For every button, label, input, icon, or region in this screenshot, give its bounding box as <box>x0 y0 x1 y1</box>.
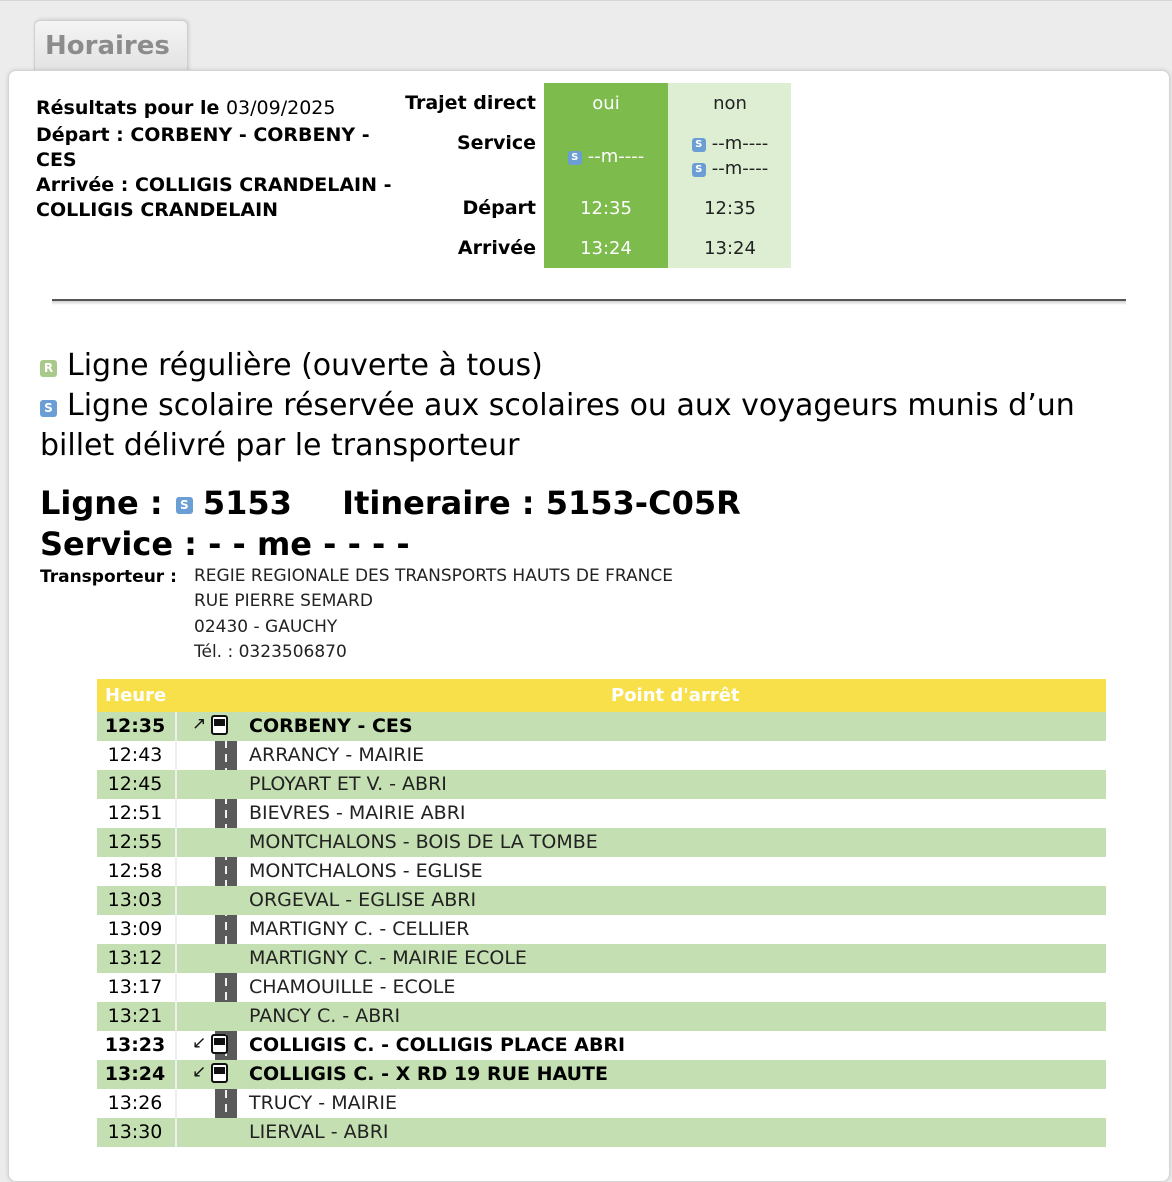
row-stop: BIEVRES - MAIRIE ABRI <box>249 802 466 824</box>
table-row <box>97 944 1106 973</box>
row-divider <box>175 770 177 799</box>
option-indirect-service-2: S --m---- <box>668 158 792 179</box>
table-row <box>97 712 1106 741</box>
tab-horaires-label: Horaires <box>45 31 170 61</box>
legend-regular: R Ligne régulière (ouverte à tous) <box>40 346 1130 386</box>
table-row <box>97 770 1106 799</box>
row-stop: LIERVAL - ABRI <box>249 1121 389 1143</box>
row-stop: ARRANCY - MAIRIE <box>249 744 425 766</box>
option-indirect-arrivee: 13:24 <box>704 238 756 259</box>
results-date-value: 03/09/2025 <box>225 97 336 119</box>
school-line-icon: S <box>568 151 582 165</box>
option-direct-service: S --m---- <box>544 146 668 167</box>
row-time: 13:09 <box>107 918 163 940</box>
table-row <box>97 799 1106 828</box>
ligne-number: 5153 <box>202 484 292 522</box>
row-stop: MARTIGNY C. - CELLIER <box>249 918 470 940</box>
row-divider <box>175 857 177 886</box>
row-stop: ORGEVAL - EGLISE ABRI <box>249 889 477 911</box>
school-line-icon: S <box>176 497 193 514</box>
table-row <box>97 857 1106 886</box>
row-time: 12:51 <box>107 802 163 824</box>
carrier-name: REGIE REGIONALE DES TRANSPORTS HAUTS DE FRANCE <box>194 566 673 586</box>
carrier-phone: Tél. : 0323506870 <box>194 642 347 662</box>
service-heading: Service : - - me - - - - <box>40 525 410 563</box>
direct-label: Trajet direct <box>405 92 536 114</box>
row-time: 12:35 <box>104 715 166 737</box>
table-row <box>97 1089 1106 1118</box>
row-time: 13:24 <box>104 1063 166 1085</box>
table-row <box>97 741 1106 770</box>
row-stop: PANCY C. - ABRI <box>249 1005 401 1027</box>
ligne-label: Ligne : <box>40 484 163 522</box>
row-stop: COLLIGIS C. - COLLIGIS PLACE ABRI <box>249 1034 626 1056</box>
row-time: 13:12 <box>107 947 163 969</box>
table-row <box>97 1031 1106 1060</box>
option-direct-arrivee: 13:24 <box>580 238 632 259</box>
row-time: 12:55 <box>107 831 163 853</box>
table-header <box>97 679 1106 712</box>
depart-summary: Départ : CORBENY - CORBENY - CES <box>36 124 370 171</box>
row-divider <box>175 1002 177 1031</box>
option-direct[interactable] <box>544 83 668 268</box>
school-line-icon: S <box>692 163 706 177</box>
row-stop: MONTCHALONS - BOIS DE LA TOMBE <box>249 831 598 853</box>
table-row <box>97 973 1106 1002</box>
row-divider <box>175 886 177 915</box>
line-heading <box>40 484 741 522</box>
row-divider <box>175 944 177 973</box>
row-divider <box>175 915 177 944</box>
arrivee-label: Arrivée <box>457 237 536 259</box>
row-divider <box>175 799 177 828</box>
row-time: 13:23 <box>104 1034 166 1056</box>
results-label: Résultats pour le <box>36 97 220 119</box>
row-time: 13:30 <box>107 1121 163 1143</box>
row-divider <box>175 1060 177 1089</box>
option-indirect-depart: 12:35 <box>704 198 756 219</box>
row-divider <box>175 828 177 857</box>
carrier-city: 02430 - GAUCHY <box>194 617 338 637</box>
table-row <box>97 828 1106 857</box>
row-time: 12:43 <box>107 744 163 766</box>
top-divider <box>0 0 1172 1</box>
row-stop: PLOYART ET V. - ABRI <box>249 773 447 795</box>
table-row <box>97 1118 1106 1147</box>
service-label: Service <box>457 132 536 154</box>
row-divider <box>175 741 177 770</box>
row-divider <box>175 973 177 1002</box>
bus-alight-icon: ↙ <box>192 1032 236 1058</box>
option-indirect-value: non <box>713 93 747 114</box>
row-time: 12:45 <box>107 773 163 795</box>
carrier-label: Transporteur : <box>40 567 177 587</box>
option-indirect[interactable] <box>668 83 791 268</box>
option-direct-depart: 12:35 <box>580 198 632 219</box>
option-indirect-service-1: S --m---- <box>668 133 792 154</box>
row-divider <box>175 712 177 741</box>
row-stop: COLLIGIS C. - X RD 19 RUE HAUTE <box>249 1063 608 1085</box>
legend-scolaire: S Ligne scolaire réservée aux scolaires ou aux voyageurs munis d’un billet délivré par le transporteur <box>40 388 1075 463</box>
school-line-icon: S <box>692 138 706 152</box>
tab-horaires[interactable] <box>34 20 188 73</box>
row-time: 13:17 <box>107 976 163 998</box>
row-time: 13:21 <box>107 1005 163 1027</box>
row-stop: TRUCY - MAIRIE <box>249 1092 397 1114</box>
itinerary-value: 5153-C05R <box>545 484 741 522</box>
row-divider <box>175 1031 177 1060</box>
regular-line-icon: R <box>40 360 57 377</box>
option-direct-value: oui <box>592 93 620 114</box>
row-stop: CHAMOUILLE - ECOLE <box>249 976 456 998</box>
row-divider <box>175 1118 177 1147</box>
table-row <box>97 915 1106 944</box>
itinerary-label: Itineraire : <box>342 484 535 522</box>
school-line-icon: S <box>40 400 57 417</box>
header-arret: Point d'arrêt <box>611 685 740 706</box>
row-time: 13:26 <box>107 1092 163 1114</box>
table-row <box>97 1060 1106 1089</box>
carrier-street: RUE PIERRE SEMARD <box>194 591 373 611</box>
row-time: 13:03 <box>107 889 163 911</box>
table-row <box>97 1002 1106 1031</box>
table-row <box>97 886 1106 915</box>
row-stop: MARTIGNY C. - MAIRIE ECOLE <box>249 947 527 969</box>
section-divider-shadow <box>52 301 1126 305</box>
depart-label: Départ <box>462 197 536 219</box>
row-divider <box>175 1089 177 1118</box>
row-time: 12:58 <box>107 860 163 882</box>
arrivee-summary: Arrivée : COLLIGIS CRANDELAIN - COLLIGIS CRANDELAIN <box>36 174 392 221</box>
bus-alight-icon: ↙ <box>192 1061 236 1087</box>
header-heure: Heure <box>105 685 167 706</box>
row-stop: CORBENY - CES <box>249 715 413 737</box>
bus-board-icon: ↗ <box>192 713 236 739</box>
row-stop: MONTCHALONS - EGLISE <box>249 860 483 882</box>
